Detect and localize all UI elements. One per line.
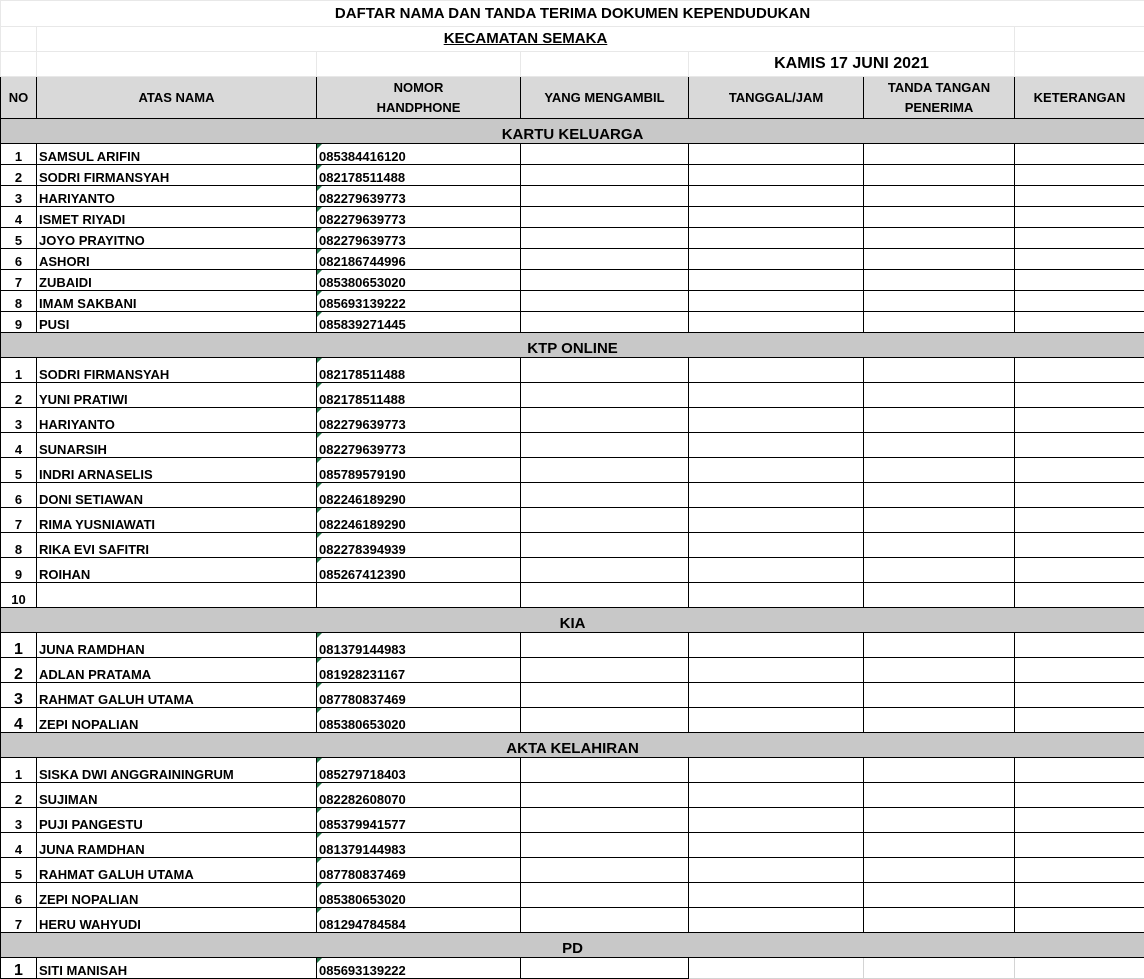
cell-yang-mengambil[interactable]: [521, 186, 689, 207]
cell-tanggal-jam[interactable]: [689, 658, 864, 683]
cell-yang-mengambil[interactable]: [521, 883, 689, 908]
cell-tanda-tangan[interactable]: [864, 207, 1015, 228]
error-indicator-icon: [317, 207, 322, 212]
cell-yang-mengambil[interactable]: [521, 165, 689, 186]
row-number[interactable]: 8: [1, 533, 37, 558]
row-number[interactable]: 2: [1, 383, 37, 408]
cell-tanda-tangan[interactable]: [864, 508, 1015, 533]
cell-tanda-tangan[interactable]: [864, 383, 1015, 408]
cell-atas-nama[interactable]: ISMET RIYADI: [37, 207, 317, 228]
cell-keterangan[interactable]: [1015, 908, 1144, 933]
cell-yang-mengambil[interactable]: [521, 207, 689, 228]
cell-tanda-tangan[interactable]: [864, 312, 1015, 333]
cell-keterangan[interactable]: [1015, 408, 1144, 433]
row-number[interactable]: 9: [1, 312, 37, 333]
cell-tanggal-jam[interactable]: [689, 291, 864, 312]
cell-tanda-tangan[interactable]: [864, 533, 1015, 558]
cell-tanggal-jam[interactable]: [689, 508, 864, 533]
cell-tanda-tangan[interactable]: [864, 291, 1015, 312]
cell-phone[interactable]: 085384416120: [317, 144, 521, 165]
cell-keterangan[interactable]: [1015, 533, 1144, 558]
table-row: [1, 228, 1144, 249]
cell-tanggal-jam[interactable]: [689, 783, 864, 808]
error-indicator-icon: [317, 658, 322, 663]
cell-yang-mengambil[interactable]: [521, 458, 689, 483]
cell-atas-nama[interactable]: YUNI PRATIWI: [37, 383, 317, 408]
table-row: [1, 508, 1144, 533]
section-title: AKTA KELAHIRAN: [1, 733, 1144, 758]
cell-yang-mengambil[interactable]: [521, 633, 689, 658]
cell-phone[interactable]: 082282608070: [317, 783, 521, 808]
error-indicator-icon: [317, 270, 322, 275]
cell-yang-mengambil[interactable]: [521, 433, 689, 458]
cell-atas-nama[interactable]: DONI SETIAWAN: [37, 483, 317, 508]
cell-atas-nama[interactable]: PUSI: [37, 312, 317, 333]
table-row: [1, 858, 1144, 883]
cell-tanggal-jam[interactable]: [689, 249, 864, 270]
cell-tanda-tangan[interactable]: [864, 558, 1015, 583]
col-header-no: NO: [1, 77, 37, 119]
cell-tanggal-jam[interactable]: [689, 144, 864, 165]
cell-keterangan[interactable]: [1015, 833, 1144, 858]
error-indicator-icon: [317, 883, 322, 888]
error-indicator-icon: [317, 186, 322, 191]
cell-tanda-tangan[interactable]: [864, 583, 1015, 608]
cell-tanda-tangan[interactable]: [864, 833, 1015, 858]
cell-tanggal-jam[interactable]: [689, 358, 864, 383]
cell-keterangan[interactable]: [1015, 144, 1144, 165]
cell-tanggal-jam[interactable]: [689, 708, 864, 733]
cell-phone[interactable]: 085693139222: [317, 291, 521, 312]
table-row: [1, 144, 1144, 165]
table-row: [1, 658, 1144, 683]
table-row: [1, 483, 1144, 508]
cell-phone[interactable]: 085693139222: [317, 958, 521, 979]
cell-phone[interactable]: [317, 583, 521, 608]
row-number[interactable]: 3: [1, 808, 37, 833]
cell-atas-nama[interactable]: JUNA RAMDHAN: [37, 633, 317, 658]
error-indicator-icon: [317, 312, 322, 317]
row-number[interactable]: 4: [1, 833, 37, 858]
cell-atas-nama[interactable]: SAMSUL ARIFIN: [37, 144, 317, 165]
cell-atas-nama[interactable]: ROIHAN: [37, 558, 317, 583]
table-row: [1, 583, 1144, 608]
error-indicator-icon: [317, 165, 322, 170]
row-number[interactable]: 5: [1, 858, 37, 883]
cell-yang-mengambil[interactable]: [521, 683, 689, 708]
table-row: [1, 249, 1144, 270]
document-date: KAMIS 17 JUNI 2021: [689, 52, 1015, 77]
cell-atas-nama[interactable]: SODRI FIRMANSYAH: [37, 165, 317, 186]
table-row: [1, 758, 1144, 783]
section-header: [1, 119, 1144, 144]
cell-keterangan[interactable]: [1015, 783, 1144, 808]
error-indicator-icon: [317, 833, 322, 838]
cell-yang-mengambil[interactable]: [521, 408, 689, 433]
cell-phone[interactable]: 085839271445: [317, 312, 521, 333]
error-indicator-icon: [317, 808, 322, 813]
table-row: [1, 908, 1144, 933]
cell-atas-nama[interactable]: [37, 583, 317, 608]
row-number[interactable]: 5: [1, 458, 37, 483]
error-indicator-icon: [317, 558, 322, 563]
cell-keterangan[interactable]: [1015, 383, 1144, 408]
cell-yang-mengambil[interactable]: [521, 483, 689, 508]
row-number[interactable]: 4: [1, 708, 37, 733]
cell-phone[interactable]: 082279639773: [317, 207, 521, 228]
cell-tanda-tangan[interactable]: [864, 908, 1015, 933]
cell-keterangan[interactable]: [1015, 708, 1144, 733]
section-header: [1, 608, 1144, 633]
cell-keterangan[interactable]: [1015, 633, 1144, 658]
col-header-tanda-tangan: TANDA TANGAN PENERIMA: [864, 77, 1015, 119]
cell-keterangan[interactable]: [1015, 883, 1144, 908]
cell-tanggal-jam[interactable]: [689, 207, 864, 228]
cell-tanggal-jam[interactable]: [689, 270, 864, 291]
row-number[interactable]: 5: [1, 228, 37, 249]
cell-keterangan[interactable]: [1015, 358, 1144, 383]
col-header-nomor-hp: NOMOR HANDPHONE: [317, 77, 521, 119]
section-title: KTP ONLINE: [1, 333, 1144, 358]
error-indicator-icon: [317, 683, 322, 688]
error-indicator-icon: [317, 508, 322, 513]
section-header: [1, 733, 1144, 758]
cell-tanda-tangan[interactable]: [864, 883, 1015, 908]
error-indicator-icon: [317, 144, 322, 149]
cell-atas-nama[interactable]: ZEPI NOPALIAN: [37, 708, 317, 733]
row-number[interactable]: 10: [1, 583, 37, 608]
cell-tanggal-jam[interactable]: [689, 758, 864, 783]
section-title: KIA: [1, 608, 1144, 633]
cell-phone[interactable]: 082279639773: [317, 433, 521, 458]
cell-atas-nama[interactable]: ASHORI: [37, 249, 317, 270]
cell-tanda-tangan[interactable]: [864, 358, 1015, 383]
error-indicator-icon: [317, 783, 322, 788]
cell-phone[interactable]: 082178511488: [317, 358, 521, 383]
error-indicator-icon: [317, 228, 322, 233]
cell-phone[interactable]: 082246189290: [317, 508, 521, 533]
row-number[interactable]: 3: [1, 408, 37, 433]
cell-atas-nama[interactable]: RIKA EVI SAFITRI: [37, 533, 317, 558]
table-row: [1, 458, 1144, 483]
cell-tanggal-jam[interactable]: [689, 483, 864, 508]
cell-yang-mengambil[interactable]: [521, 228, 689, 249]
error-indicator-icon: [317, 249, 322, 254]
section-header: [1, 333, 1144, 358]
row-number[interactable]: 6: [1, 483, 37, 508]
cell-keterangan[interactable]: [1015, 207, 1144, 228]
error-indicator-icon: [317, 708, 322, 713]
error-indicator-icon: [317, 408, 322, 413]
row-number[interactable]: 7: [1, 508, 37, 533]
cell-tanda-tangan[interactable]: [864, 458, 1015, 483]
cell-tanggal-jam[interactable]: [689, 633, 864, 658]
cell-yang-mengambil[interactable]: [521, 291, 689, 312]
row-number[interactable]: 4: [1, 207, 37, 228]
col-header-keterangan: KETERANGAN: [1015, 77, 1144, 119]
table-row: [1, 633, 1144, 658]
cell-tanda-tangan[interactable]: [864, 270, 1015, 291]
row-number[interactable]: 6: [1, 883, 37, 908]
table-row: [1, 708, 1144, 733]
error-indicator-icon: [317, 758, 322, 763]
row-number[interactable]: 1: [1, 144, 37, 165]
row-number[interactable]: 6: [1, 249, 37, 270]
cell-keterangan[interactable]: [1015, 186, 1144, 207]
cell-yang-mengambil[interactable]: [521, 758, 689, 783]
cell-tanda-tangan[interactable]: [864, 186, 1015, 207]
cell-phone[interactable]: 085380653020: [317, 883, 521, 908]
col-header-atas-nama: ATAS NAMA: [37, 77, 317, 119]
cell-phone[interactable]: 085279718403: [317, 758, 521, 783]
cell-phone[interactable]: 082278394939: [317, 533, 521, 558]
cell-tanggal-jam[interactable]: [689, 186, 864, 207]
cell-phone[interactable]: 081379144983: [317, 833, 521, 858]
cell-atas-nama[interactable]: HARIYANTO: [37, 408, 317, 433]
cell-keterangan[interactable]: [1015, 483, 1144, 508]
cell-atas-nama[interactable]: IMAM SAKBANI: [37, 291, 317, 312]
cell-atas-nama[interactable]: SUNARSIH: [37, 433, 317, 458]
cell-tanggal-jam[interactable]: [689, 533, 864, 558]
table-row: [1, 207, 1144, 228]
cell-tanda-tangan[interactable]: [864, 958, 1015, 979]
cell-phone[interactable]: 087780837469: [317, 858, 521, 883]
cell-atas-nama[interactable]: ZEPI NOPALIAN: [37, 883, 317, 908]
cell-yang-mengambil[interactable]: [521, 708, 689, 733]
table-row: [1, 186, 1144, 207]
error-indicator-icon: [317, 291, 322, 296]
cell-phone[interactable]: 085379941577: [317, 808, 521, 833]
cell-phone[interactable]: 085380653020: [317, 708, 521, 733]
cell-tanda-tangan[interactable]: [864, 433, 1015, 458]
row-number[interactable]: 8: [1, 291, 37, 312]
cell-phone[interactable]: 082279639773: [317, 228, 521, 249]
cell-yang-mengambil[interactable]: [521, 558, 689, 583]
error-indicator-icon: [317, 433, 322, 438]
document-subtitle: KECAMATAN SEMAKA: [444, 30, 608, 47]
cell-tanggal-jam[interactable]: [689, 558, 864, 583]
cell-tanda-tangan[interactable]: [864, 758, 1015, 783]
table-row: [1, 558, 1144, 583]
error-indicator-icon: [317, 358, 322, 363]
row-number[interactable]: 2: [1, 165, 37, 186]
table-row: [1, 383, 1144, 408]
cell-phone[interactable]: 085267412390: [317, 558, 521, 583]
cell-phone[interactable]: 082279639773: [317, 186, 521, 207]
cell-phone[interactable]: 082178511488: [317, 383, 521, 408]
cell-atas-nama[interactable]: JOYO PRAYITNO: [37, 228, 317, 249]
error-indicator-icon: [317, 483, 322, 488]
error-indicator-icon: [317, 858, 322, 863]
cell-phone[interactable]: 081294784584: [317, 908, 521, 933]
cell-phone[interactable]: 081928231167: [317, 658, 521, 683]
col-header-tanggal-jam: TANGGAL/JAM: [689, 77, 864, 119]
cell-tanggal-jam[interactable]: [689, 408, 864, 433]
cell-keterangan[interactable]: [1015, 583, 1144, 608]
cell-phone[interactable]: 082186744996: [317, 249, 521, 270]
cell-yang-mengambil[interactable]: [521, 358, 689, 383]
cell-keterangan[interactable]: [1015, 683, 1144, 708]
cell-tanggal-jam[interactable]: [689, 228, 864, 249]
cell-atas-nama[interactable]: HARIYANTO: [37, 186, 317, 207]
cell-tanggal-jam[interactable]: [689, 833, 864, 858]
cell-tanda-tangan[interactable]: [864, 408, 1015, 433]
cell-atas-nama[interactable]: PUJI PANGESTU: [37, 808, 317, 833]
cell-tanda-tangan[interactable]: [864, 808, 1015, 833]
cell-phone[interactable]: 082246189290: [317, 483, 521, 508]
cell-atas-nama[interactable]: SUJIMAN: [37, 783, 317, 808]
row-number[interactable]: 1: [1, 958, 37, 979]
cell-tanggal-jam[interactable]: [689, 458, 864, 483]
cell-yang-mengambil[interactable]: [521, 312, 689, 333]
cell-keterangan[interactable]: [1015, 249, 1144, 270]
cell-keterangan[interactable]: [1015, 270, 1144, 291]
cell-tanggal-jam[interactable]: [689, 958, 864, 979]
section-title: PD: [1, 933, 1144, 958]
table-row: [1, 883, 1144, 908]
cell-tanggal-jam[interactable]: [689, 883, 864, 908]
cell-keterangan[interactable]: [1015, 291, 1144, 312]
cell-tanggal-jam[interactable]: [689, 858, 864, 883]
cell-atas-nama[interactable]: ZUBAIDI: [37, 270, 317, 291]
cell-keterangan[interactable]: [1015, 958, 1144, 979]
error-indicator-icon: [317, 533, 322, 538]
cell-yang-mengambil[interactable]: [521, 908, 689, 933]
cell-keterangan[interactable]: [1015, 658, 1144, 683]
row-number[interactable]: 3: [1, 683, 37, 708]
cell-keterangan[interactable]: [1015, 312, 1144, 333]
row-number[interactable]: 7: [1, 908, 37, 933]
cell-tanda-tangan[interactable]: [864, 228, 1015, 249]
cell-yang-mengambil[interactable]: [521, 144, 689, 165]
row-number[interactable]: 9: [1, 558, 37, 583]
row-number[interactable]: 2: [1, 658, 37, 683]
cell-tanda-tangan[interactable]: [864, 858, 1015, 883]
table-row: [1, 783, 1144, 808]
error-indicator-icon: [317, 908, 322, 913]
cell-keterangan[interactable]: [1015, 758, 1144, 783]
cell-keterangan[interactable]: [1015, 808, 1144, 833]
cell-atas-nama[interactable]: RAHMAT GALUH UTAMA: [37, 858, 317, 883]
cell-yang-mengambil[interactable]: [521, 270, 689, 291]
cell-atas-nama[interactable]: HERU WAHYUDI: [37, 908, 317, 933]
error-indicator-icon: [317, 458, 322, 463]
row-number[interactable]: 1: [1, 358, 37, 383]
table-row: [1, 291, 1144, 312]
cell-keterangan[interactable]: [1015, 858, 1144, 883]
cell-tanggal-jam[interactable]: [689, 312, 864, 333]
cell-tanda-tangan[interactable]: [864, 633, 1015, 658]
table-row: [1, 533, 1144, 558]
cell-yang-mengambil[interactable]: [521, 808, 689, 833]
section-title: KARTU KELUARGA: [1, 119, 1144, 144]
cell-tanggal-jam[interactable]: [689, 908, 864, 933]
table-row: [1, 833, 1144, 858]
cell-tanda-tangan[interactable]: [864, 249, 1015, 270]
table-row: [1, 808, 1144, 833]
cell-yang-mengambil[interactable]: [521, 383, 689, 408]
cell-tanda-tangan[interactable]: [864, 165, 1015, 186]
cell-atas-nama[interactable]: RAHMAT GALUH UTAMA: [37, 683, 317, 708]
cell-tanda-tangan[interactable]: [864, 683, 1015, 708]
cell-tanggal-jam[interactable]: [689, 433, 864, 458]
cell-yang-mengambil[interactable]: [521, 533, 689, 558]
table-row: [1, 312, 1144, 333]
cell-tanggal-jam[interactable]: [689, 383, 864, 408]
cell-yang-mengambil[interactable]: [521, 783, 689, 808]
cell-phone[interactable]: 082178511488: [317, 165, 521, 186]
cell-tanggal-jam[interactable]: [689, 583, 864, 608]
cell-atas-nama[interactable]: SODRI FIRMANSYAH: [37, 358, 317, 383]
row-number[interactable]: 1: [1, 758, 37, 783]
cell-yang-mengambil[interactable]: [521, 583, 689, 608]
cell-tanda-tangan[interactable]: [864, 783, 1015, 808]
error-indicator-icon: [317, 633, 322, 638]
cell-yang-mengambil[interactable]: [521, 249, 689, 270]
cell-tanggal-jam[interactable]: [689, 683, 864, 708]
cell-phone[interactable]: 085789579190: [317, 458, 521, 483]
col-header-yang-mengambil: YANG MENGAMBIL: [521, 77, 689, 119]
table-row: [1, 408, 1144, 433]
cell-yang-mengambil[interactable]: [521, 858, 689, 883]
table-row: [1, 433, 1144, 458]
cell-tanggal-jam[interactable]: [689, 165, 864, 186]
error-indicator-icon: [317, 383, 322, 388]
cell-atas-nama[interactable]: SISKA DWI ANGGRAININGRUM: [37, 758, 317, 783]
row-number[interactable]: 4: [1, 433, 37, 458]
table-row: [1, 358, 1144, 383]
cell-atas-nama[interactable]: JUNA RAMDHAN: [37, 833, 317, 858]
cell-keterangan[interactable]: [1015, 458, 1144, 483]
row-number[interactable]: 1: [1, 633, 37, 658]
cell-phone[interactable]: 081379144983: [317, 633, 521, 658]
cell-phone[interactable]: 085380653020: [317, 270, 521, 291]
table-row: [1, 958, 1144, 979]
error-indicator-icon: [317, 958, 322, 963]
cell-atas-nama[interactable]: SITI MANISAH: [37, 958, 317, 979]
table-row: [1, 683, 1144, 708]
cell-keterangan[interactable]: [1015, 433, 1144, 458]
cell-phone[interactable]: 082279639773: [317, 408, 521, 433]
cell-yang-mengambil[interactable]: [521, 958, 689, 979]
cell-keterangan[interactable]: [1015, 165, 1144, 186]
cell-yang-mengambil[interactable]: [521, 658, 689, 683]
cell-atas-nama[interactable]: INDRI ARNASELIS: [37, 458, 317, 483]
cell-keterangan[interactable]: [1015, 558, 1144, 583]
cell-tanda-tangan[interactable]: [864, 483, 1015, 508]
cell-atas-nama[interactable]: RIMA YUSNIAWATI: [37, 508, 317, 533]
row-number[interactable]: 7: [1, 270, 37, 291]
cell-yang-mengambil[interactable]: [521, 833, 689, 858]
table-row: [1, 165, 1144, 186]
cell-atas-nama[interactable]: ADLAN PRATAMA: [37, 658, 317, 683]
table-row: [1, 270, 1144, 291]
row-number[interactable]: 2: [1, 783, 37, 808]
cell-tanggal-jam[interactable]: [689, 808, 864, 833]
cell-tanda-tangan[interactable]: [864, 144, 1015, 165]
cell-tanda-tangan[interactable]: [864, 708, 1015, 733]
cell-phone[interactable]: 087780837469: [317, 683, 521, 708]
document-title: DAFTAR NAMA DAN TANDA TERIMA DOKUMEN KEPENDUDUKAN: [1, 1, 1144, 27]
cell-yang-mengambil[interactable]: [521, 508, 689, 533]
cell-tanda-tangan[interactable]: [864, 658, 1015, 683]
row-number[interactable]: 3: [1, 186, 37, 207]
cell-keterangan[interactable]: [1015, 508, 1144, 533]
cell-keterangan[interactable]: [1015, 228, 1144, 249]
